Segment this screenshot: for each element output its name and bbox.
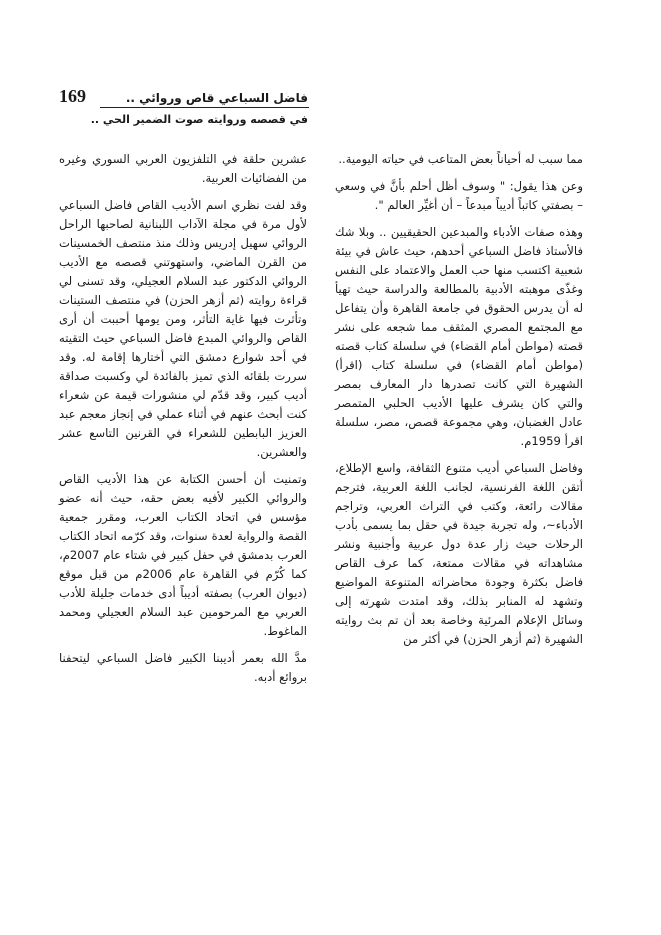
paragraph: وقد لفت نظري اسم الأديب القاص فاضل السباعي لأول مرة في مجلة الآداب اللبنانية لصاحبها الراحل الروائي سهيل إدريس وذلك منذ منتصف الخمسينات من القرن الماضي، واستهوتني قصصه مع الأديب الروائي الدكتور عبد السلام العجيلي، وقد تسنى لي قراءة روايته (ثم أزهر الحزن) في منتصف الستينات وتأثرت فيها غاية التأثر، ومن يومها أحببت أن أرى القاص والروائي المبدع فاضل السباعي حيث التقيته في أحد شوارع دمشق التي أختارها إقامة له. وقد سررت بلقائه الذي تميز بالفائدة لي وكسبت صداقة أديب كبير، وقد قدّم لي منشورات قيمة عن شعراء كنت أبحث عنهم في أثناء عملي في إنجاز معجم عبد العزيز البابطين للشعراء في القرنين التاسع عشر والعشرين. xyxy=(59,198,307,459)
paragraph: وهذه صفات الأدباء والمبدعين الحقيقيين .. وبلا شك فالأستاذ فاضل السباعي أحدهم، حيث عاش في بيئة شعبية اكتسب منها حب العمل والاعتماد على النفس وغذّى موهبته الأدبية بالمطالعة والدراسة حيث تهيأ له أن يدرس الحقوق في جامعة القاهرة وأن يتفاعل مع المجتمع المصري المثقف مما شجعه على نشر قصته (مواطن أمام القضاء) في سلسلة كتاب قصته (مواطن أمام القضاء) في سلسلة كتاب (اقرأ) الشهيرة التي كانت تصدرها دار المعارف بمصر والتي كان يشرف عليها الأديب الحلبي المتمصر عادل الغضبان، وهي مجموعة قصص، مصر، سلسلة اقرأ 1959م. xyxy=(335,225,583,448)
paragraph: وفاضل السباعي أديب متنوع الثقافة، واسع الإطلاع، أتقن اللغة الفرنسية، لجانب اللغة العربية، فترجم مقالات رائعة، وكتب في التراث العربي، وتراجم الأدباء~، وله تجربة جيدة في حقل بما يسمى بأدب الرحلات حيث زار عدة دول عربية وأجنبية ونشر مشاهداته في مقالات ممتعة، كما عرف القاص فاضل بكثرة وجودة محاضراته المتنوعة المواضيع وتشهد له المنابر بذلك، وقد امتدت شهرته إلى وسائل الإعلام المرئية وخاصة بعد أن تم بث روايته الشهيرة (ثم أزهر الحزن) في أكثر من xyxy=(335,461,583,646)
right-text-column xyxy=(335,150,583,657)
running-header-subtitle: في قصصه وروايته صوت الضمير الحي .. xyxy=(90,113,308,126)
paragraph: مما سبب له أحياناً بعض المتاعب في حياته اليومية.. xyxy=(338,152,583,166)
paragraph: عشرين حلقة في التلفزيون العربي السوري وغيره من الفضائيات العربية. xyxy=(59,152,307,185)
paragraph: وتمنيت أن أحسن الكتابة عن هذا الأديب القاص والروائي الكبير لأفيه بعض حقه، حيث أنه عضو مؤسس في اتحاد الكتاب العرب، ومقرر جمعية القصة والرواية لعدة سنوات، وقد كرّمه اتحاد الكتاب العرب بدمشق في حفل كبير في شتاء عام 2007م، كما كُرّم في القاهرة عام 2006م من قبل موقع (ديوان العرب) بصفته أديباً أدى خدمات جليلة للأدب العربي مع المرحومين عبد السلام العجيلي ومحمد الماغوط. xyxy=(59,472,307,638)
paragraph: مدَّ الله بعمر أديبنا الكبير فاضل السباعي ليتحفنا بروائع أدبه. xyxy=(59,651,307,684)
paragraph: وعن هذا يقول: " وسوف أظل أحلم بأنَّ في وسعي – بصفتي كاتباً أديباً مبدعاً – أن أغيِّر العالم ". xyxy=(335,179,583,212)
page-number: 169 xyxy=(59,86,86,106)
left-text-column xyxy=(59,150,307,695)
running-header-title: فاضل السباعي قاص وروائي .. xyxy=(125,91,308,105)
header-divider xyxy=(100,107,309,108)
